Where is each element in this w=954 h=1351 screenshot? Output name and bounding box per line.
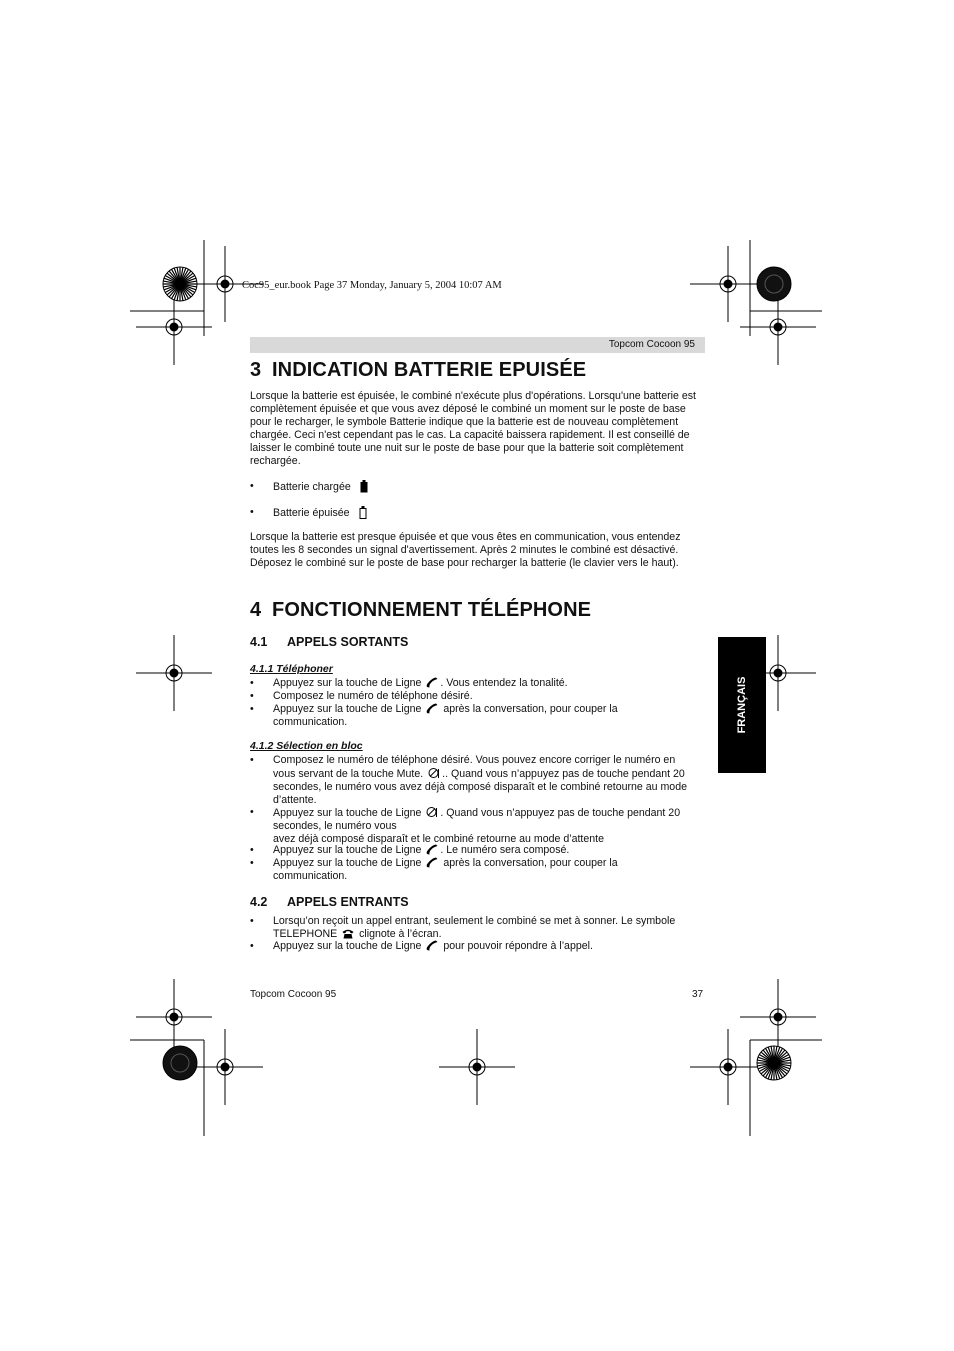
battery-empty-label: Batterie épuisée	[273, 507, 350, 519]
subsection-4-2-title: APPELS ENTRANTS	[287, 895, 409, 909]
section-3-heading	[250, 359, 586, 382]
item-text: vous servant de la touche Mute.	[273, 768, 424, 780]
mute-key-icon	[426, 806, 438, 818]
crosshair-target	[136, 979, 212, 1055]
item-text: pour pouvoir répondre à l’appel.	[443, 940, 593, 952]
item-text: TELEPHONE	[273, 928, 338, 940]
item-text: Composez le numéro de téléphone désiré. Vous pouvez encore corriger le numéro en	[273, 754, 676, 766]
item-text: secondes, le numéro vous	[273, 820, 397, 832]
registration-wheel	[757, 267, 791, 301]
item-text: Composez le numéro de téléphone désiré.	[273, 690, 473, 702]
footer-product: Topcom Cocoon 95	[250, 989, 337, 1000]
section-3-title: INDICATION BATTERIE EPUISÉE	[272, 359, 587, 381]
section-3-intro: Lorsque la batterie est épuisée, le combiné n'exécute plus d'opérations. Lorsqu'une batterie est complètement épuisée et que vous avez déposé le combiné un moment sur le poste de base pour le recharger, le symbole Batterie indique que la batterie est de nouveau complètement chargée. Ceci n'est cependant pas le cas. La capacité baissera rapidement. Il est conseillé de laisser le combiné toute une nuit sur le poste de base pour que la batterie soit complètement rechargée.	[250, 390, 696, 467]
item-text: d’attente.	[273, 794, 317, 806]
item-text: communication.	[273, 870, 348, 882]
section-3-outro: Lorsque la batterie est presque épuisée et que vous êtes en communication, vous entendez toutes les 8 secondes un signal d'avertissement. Après 2 minutes le combiné est désactivé. Déposez le combiné sur le poste de base pour recharger la batterie (le clavier vers le haut).	[250, 531, 681, 569]
item-text: Appuyez sur la touche de Ligne	[273, 940, 422, 952]
item-text: Appuyez sur la touche de Ligne	[273, 857, 422, 869]
phone-handset-icon	[426, 940, 438, 951]
item-text: . Vous entendez la tonalité.	[440, 677, 568, 689]
registration-wheel	[163, 267, 197, 301]
item-text: . Quand vous n’appuyez pas de touche pendant 20	[440, 807, 681, 819]
heading-4-1-1: 4.1.1 Téléphoner	[250, 663, 333, 675]
item-text: .. Quand vous n’appuyez pas de touche pendant 20	[442, 768, 685, 780]
item-text: après la conversation, pour couper la	[443, 857, 618, 869]
subsection-4-1-title: APPELS SORTANTS	[287, 635, 409, 649]
item-text: . Le numéro sera composé.	[440, 844, 570, 856]
section-4-heading	[250, 599, 591, 622]
registration-wheel	[757, 1046, 791, 1080]
crosshair-target	[439, 1029, 515, 1105]
phone-handset-icon	[426, 703, 438, 714]
battery-full-icon	[360, 480, 368, 493]
item-text: Appuyez sur la touche de Ligne	[273, 677, 422, 689]
item-text: Lorsqu’on reçoit un appel entrant, seulement le combiné se met à sonner. Le symbole	[273, 915, 676, 927]
registration-wheel	[163, 1046, 197, 1080]
battery-empty-icon	[359, 506, 367, 519]
subsection-4-1-number: 4.1	[250, 635, 268, 649]
phone-handset-icon	[426, 677, 438, 688]
item-text: secondes, le numéro vous avez déjà composé disparaît et le combiné retourne au mode	[273, 781, 687, 793]
crosshair-target	[136, 635, 212, 711]
language-tab	[718, 637, 766, 773]
subsection-4-1-heading	[250, 635, 408, 649]
item-text: après la conversation, pour couper la	[443, 703, 618, 715]
item-text: clignote à l’écran.	[359, 928, 442, 940]
page-number: 37	[692, 989, 704, 1000]
item-text: Appuyez sur la touche de Ligne	[273, 844, 422, 856]
item-text: avez déjà composé disparaît et le combiné retourne au mode d’attente	[273, 833, 604, 845]
phone-handset-icon	[426, 857, 438, 868]
subsection-4-2-heading	[250, 895, 409, 909]
language-tab-label: FRANÇAIS	[736, 676, 748, 734]
crosshair-target	[740, 979, 816, 1055]
subsection-4-2-number: 4.2	[250, 895, 268, 909]
telephone-icon	[342, 928, 354, 939]
battery-full-label: Batterie chargée	[273, 481, 351, 493]
item-text: Appuyez sur la touche de Ligne	[273, 703, 422, 715]
print-info: Coc95_eur.book Page 37 Monday, January 5, 2004 10:07 AM	[242, 280, 502, 291]
header-product: Topcom Cocoon 95	[608, 339, 695, 350]
phone-handset-icon	[426, 844, 438, 855]
heading-4-1-2: 4.1.2 Sélection en bloc	[250, 740, 363, 752]
section-4-title: FONCTIONNEMENT TÉLÉPHONE	[272, 599, 592, 621]
section-3-number: 3	[250, 359, 262, 381]
mute-key-icon	[428, 767, 440, 779]
item-text: Appuyez sur la touche de Ligne	[273, 807, 422, 819]
running-header	[250, 337, 705, 353]
section-4-number: 4	[250, 599, 262, 621]
item-text: communication.	[273, 716, 348, 728]
